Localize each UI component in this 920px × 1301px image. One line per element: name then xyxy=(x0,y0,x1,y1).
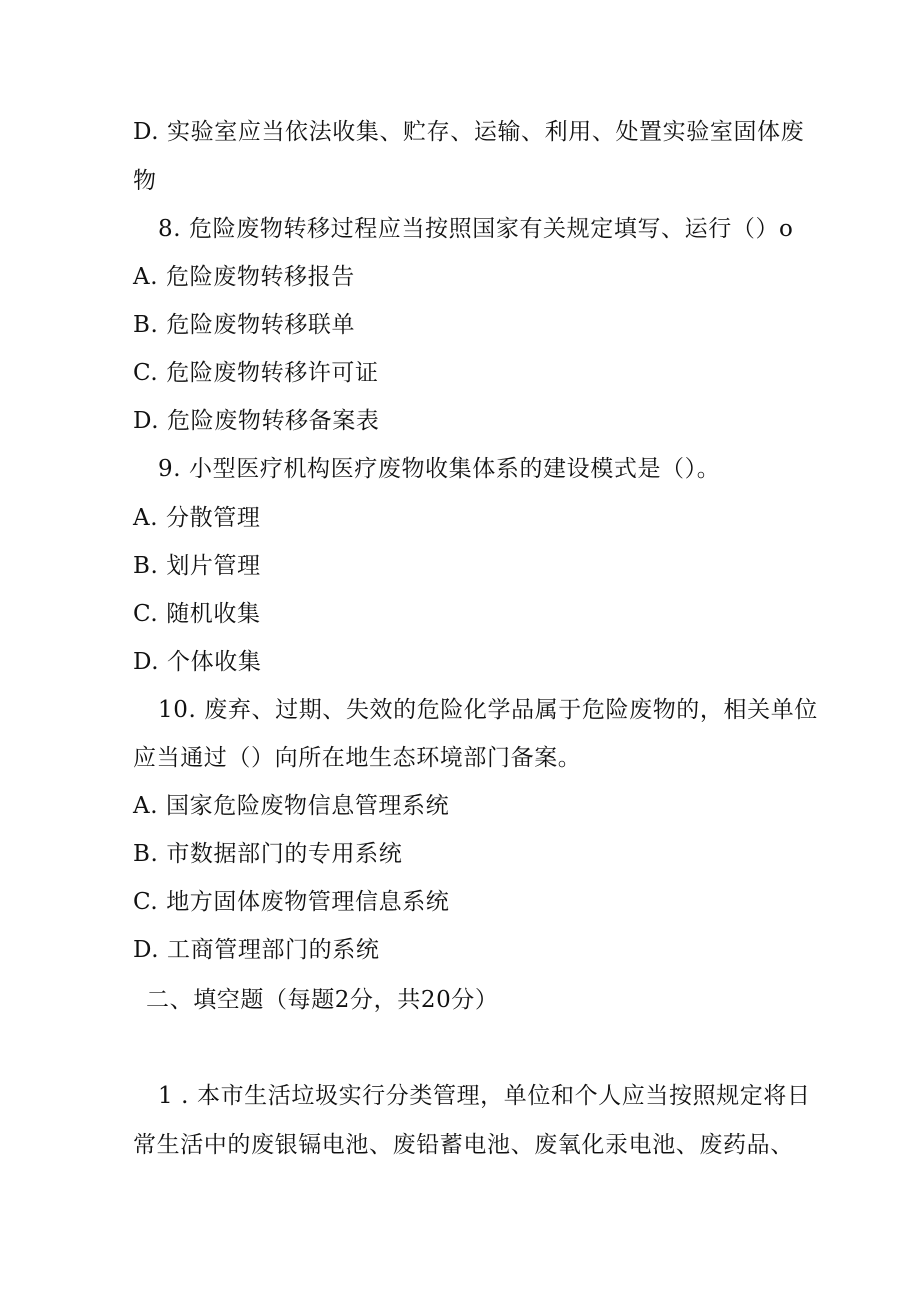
question-8-option-b: B. 危险废物转移联单 xyxy=(133,312,356,338)
fill-question-1-line-2: 常生活中的废银镉电池、废铅蓄电池、废氧化汞电池、废药品、 xyxy=(133,1132,794,1158)
q7-option-d-line-2: 物 xyxy=(133,168,157,194)
fill-question-1-line-1: 1 . 本市生活垃圾实行分类管理，单位和个人应当按照规定将日 xyxy=(158,1083,811,1109)
question-9-option-b: B. 划片管理 xyxy=(133,553,261,579)
question-9-option-a: A. 分散管理 xyxy=(133,505,261,531)
question-10-stem-line-2: 应当通过（）向所在地生态环境部门备案。 xyxy=(133,745,582,771)
question-10-option-b: B. 市数据部门的专用系统 xyxy=(133,841,403,867)
question-10-option-c: C. 地方固体废物管理信息系统 xyxy=(133,889,450,915)
section-two-title: 二、填空题（每题2分，共20分） xyxy=(146,987,499,1013)
question-8-option-a: A. 危险废物转移报告 xyxy=(133,264,355,290)
question-10-option-d: D. 工商管理部门的系统 xyxy=(133,937,380,963)
question-9-option-c: C. 随机收集 xyxy=(133,601,261,627)
q7-option-d-line-1: D. 实验室应当依法收集、贮存、运输、利用、处置实验室固体废 xyxy=(133,119,805,145)
question-8-option-d: D. 危险废物转移备案表 xyxy=(133,408,380,434)
question-8-option-c: C. 危险废物转移许可证 xyxy=(133,360,379,386)
question-10-stem-line-1: 10. 废弃、过期、失效的危险化学品属于危险废物的，相关单位 xyxy=(158,697,818,723)
question-8-stem: 8. 危险废物转移过程应当按照国家有关规定填写、运行（）o xyxy=(158,216,794,242)
question-9-stem: 9. 小型医疗机构医疗废物收集体系的建设模式是（）。 xyxy=(158,456,721,482)
question-10-option-a: A. 国家危险废物信息管理系统 xyxy=(133,793,450,819)
question-9-option-d: D. 个体收集 xyxy=(133,649,262,675)
